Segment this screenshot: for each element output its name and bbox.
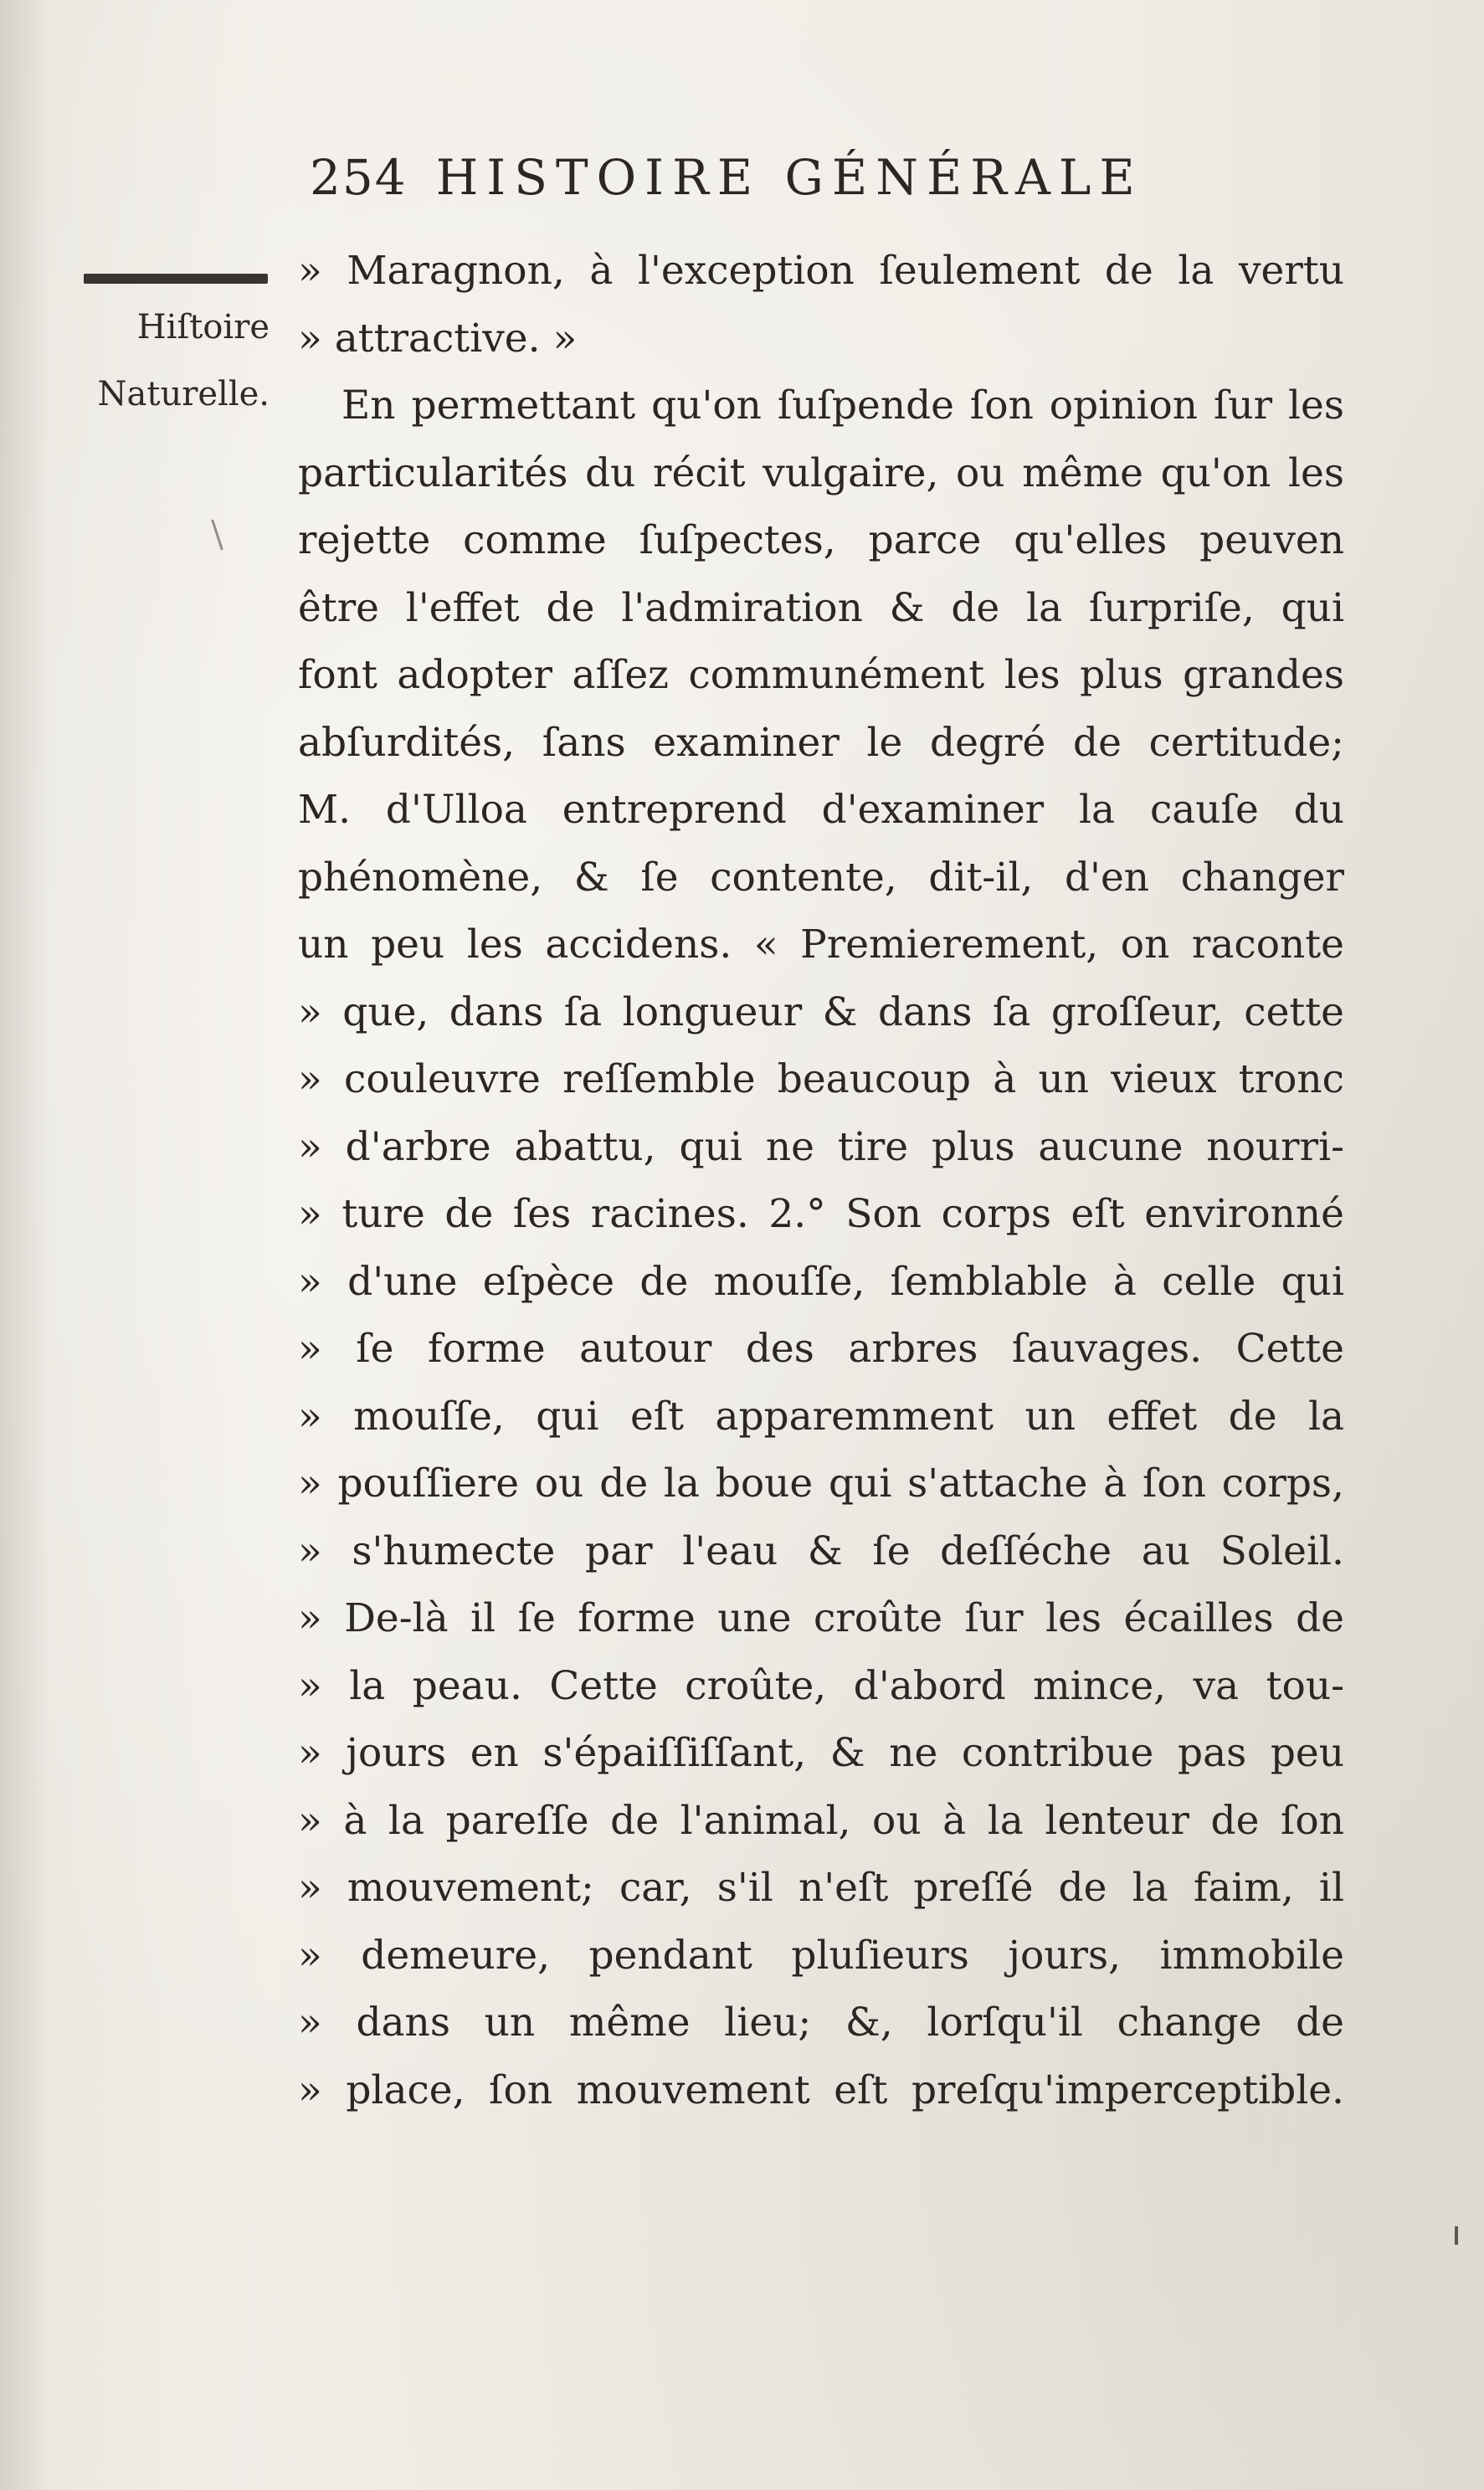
text-line: un peu les accidens. « Premierement, on raconte — [298, 922, 1344, 968]
body-text — [298, 238, 1344, 2124]
text-line: » jours en s'épaiſſiſſant, & ne contribue pas peu — [298, 1730, 1344, 1776]
margin-rule — [84, 274, 268, 284]
stray-mark — [1455, 2226, 1458, 2245]
text-line: » à la pareſſe de l'animal, ou à la lenteur de ſon — [298, 1797, 1344, 1844]
text-line: font adopter aſſez communément les plus grandes — [298, 652, 1344, 698]
text-line: abſurdités, ſans examiner le degré de certitude; — [298, 719, 1344, 766]
text-line: être l'effet de l'admiration & de la ſurpriſe, qui — [298, 584, 1344, 631]
text-line: » place, ſon mouvement eſt preſqu'imperceptible. — [298, 2066, 1344, 2113]
text-line: » demeure, pendant pluſieurs jours, immobile — [298, 1932, 1344, 1979]
text-line: » pouſſiere ou de la boue qui s'attache à ſon corps, — [298, 1461, 1344, 1507]
text-line: » la peau. Cette croûte, d'abord mince, va tou- — [298, 1662, 1344, 1709]
text-line: » ture de ſes racines. 2.° Son corps eſt environné — [298, 1191, 1344, 1237]
text-line: particularités du récit vulgaire, ou même qu'on les — [298, 449, 1344, 496]
text-line: » De-là il ſe forme une croûte ſur les écailles de — [298, 1595, 1344, 1641]
text-line: » d'une eſpèce de mouſſe, ſemblable à celle qui — [298, 1258, 1344, 1305]
margin-note-line2: Naturelle. — [97, 375, 270, 413]
margin-note-line1: Hiſtoire — [136, 308, 270, 347]
gutter-shadow — [0, 0, 50, 2490]
page-number: 254 — [310, 149, 408, 206]
text-line: » dans un même lieu; &, lorſqu'il change de — [298, 2000, 1344, 2046]
text-line: » mouvement; car, s'il n'eſt preſſé de la faim, il — [298, 1865, 1344, 1911]
text-line: » attractive. » — [298, 315, 578, 362]
stray-mark — [211, 519, 223, 550]
text-line: phénomène, & ſe contente, dit-il, d'en changer — [298, 854, 1344, 901]
text-line: » Maragnon, à l'exception ſeulement de la vertu — [298, 248, 1344, 294]
running-title: HISTOIRE GÉNÉRALE — [435, 149, 1143, 206]
text-line: » mouſſe, qui eſt apparemment un effet de la — [298, 1393, 1344, 1440]
text-line: En permettant qu'on ſuſpende ſon opinion ſur les — [341, 382, 1344, 429]
text-line: rejette comme ſuſpectes, parce qu'elles peuven — [298, 517, 1344, 563]
text-line: » ſe forme autour des arbres ſauvages. Cette — [298, 1326, 1344, 1372]
text-line: » que, dans ſa longueur & dans ſa groſſeur, cette — [298, 988, 1344, 1035]
text-line: » d'arbre abattu, qui ne tire plus aucune nourri- — [298, 1123, 1344, 1170]
text-line: » couleuvre reſſemble beaucoup à un vieux tronc — [298, 1056, 1344, 1102]
text-line: M. d'Ulloa entreprend d'examiner la cauſe du — [298, 787, 1344, 833]
text-line: » s'humecte par l'eau & ſe deſſéche au Soleil. — [298, 1527, 1344, 1574]
running-head — [310, 149, 1314, 216]
